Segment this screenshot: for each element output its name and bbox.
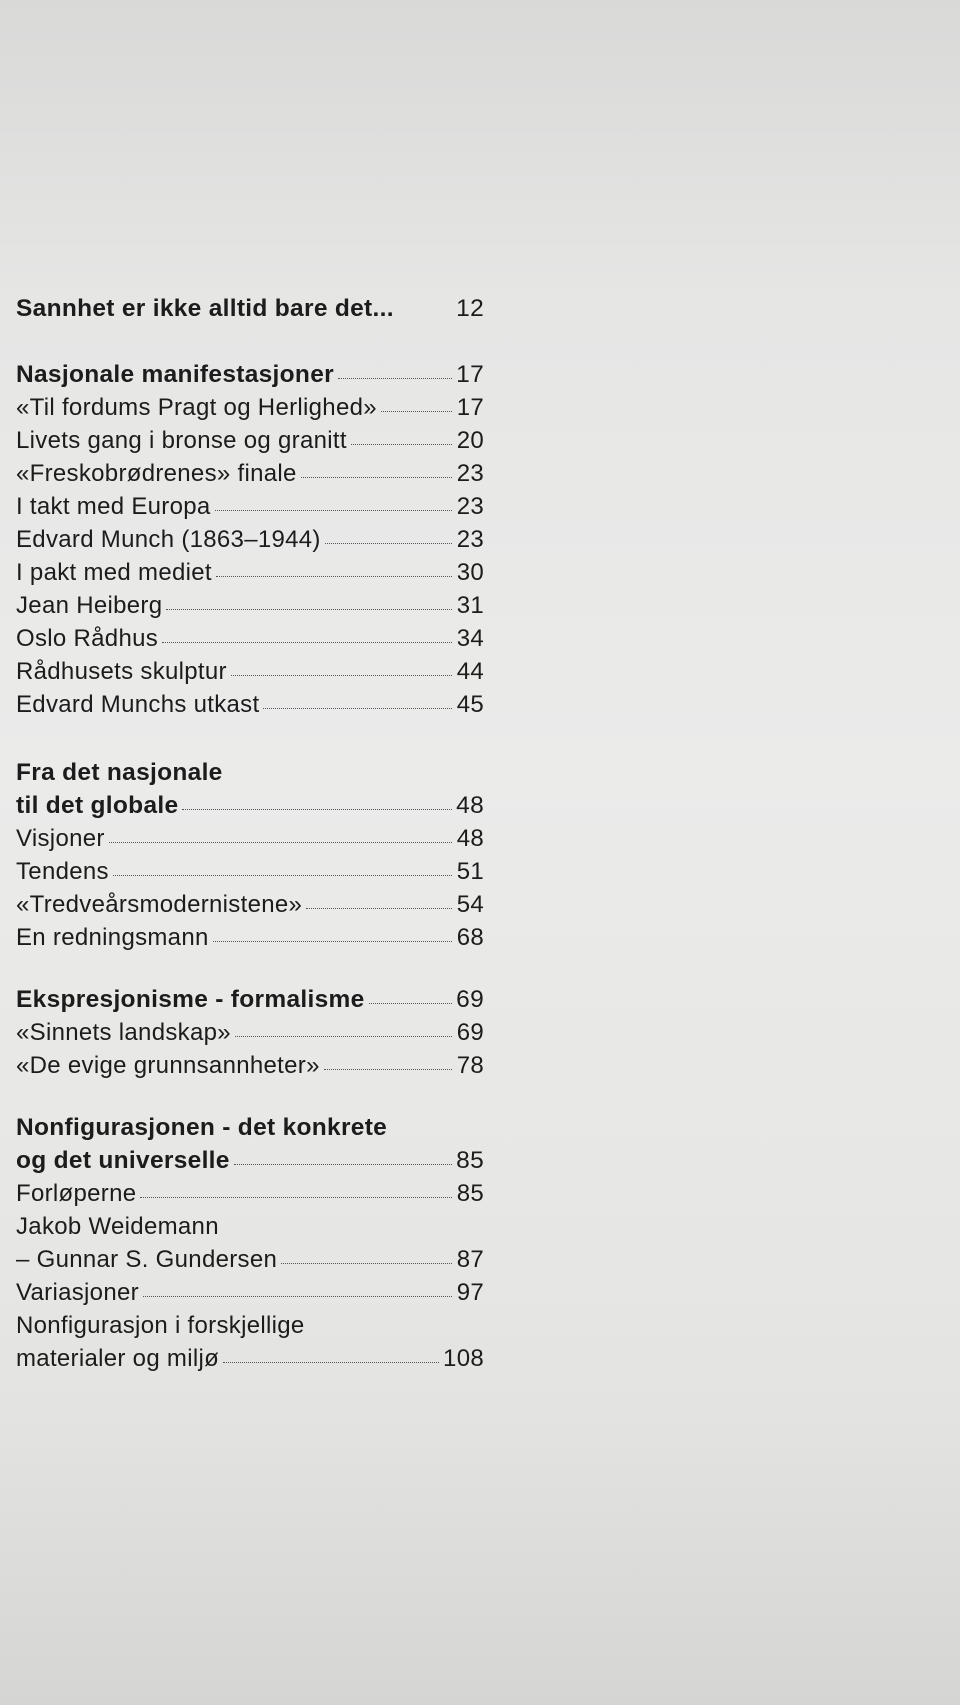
dot-leader: [182, 806, 452, 810]
page-number: 85: [456, 1147, 484, 1174]
toc-heading: og det universelle: [16, 1147, 230, 1174]
dot-leader: [234, 1161, 452, 1165]
page-number: 69: [456, 1019, 484, 1046]
page-number: 44: [456, 658, 484, 685]
page-number: 23: [456, 526, 484, 553]
toc-entry-title: Forløperne: [16, 1180, 137, 1207]
toc-entry: [16, 360, 484, 390]
dot-leader: [140, 1194, 452, 1198]
toc-entry: [16, 1051, 484, 1081]
page-number: 87: [456, 1246, 484, 1273]
dot-leader: [162, 639, 452, 643]
toc-entry: [16, 985, 484, 1015]
toc-entry: [16, 857, 484, 887]
toc-entry: [16, 1278, 484, 1308]
dot-leader: [215, 507, 452, 511]
dot-leader: [381, 408, 452, 412]
page-number: 108: [443, 1345, 484, 1372]
page-number: 69: [456, 986, 484, 1013]
dot-leader: [113, 872, 452, 876]
toc-entry: [16, 459, 484, 489]
page-number: 48: [456, 825, 484, 852]
toc-entry: [16, 1179, 484, 1209]
toc-entry-title: materialer og miljø: [16, 1345, 220, 1372]
page-number: 34: [456, 625, 484, 652]
toc-entry: [16, 690, 484, 720]
toc-entry: [16, 1344, 484, 1374]
page-number: 51: [456, 858, 484, 885]
page-number: 17: [456, 361, 484, 388]
toc-entry-title: «Tredveårsmodernistene»: [16, 891, 303, 918]
toc-entry: [16, 923, 484, 953]
page-number: 45: [456, 691, 484, 718]
toc-entry-title: Nonfigurasjon i forskjellige: [16, 1312, 305, 1339]
toc-entry: [16, 1311, 484, 1341]
page-number: 85: [456, 1180, 484, 1207]
toc-heading: Nonfigurasjonen - det konkrete: [16, 1114, 388, 1141]
toc-entry: [16, 890, 484, 920]
dot-leader: [213, 938, 452, 942]
toc-entry-title: Visjoner: [16, 825, 105, 852]
toc-entry: [16, 591, 484, 621]
dot-leader: [306, 905, 452, 909]
toc-entry-title: «De evige grunnsannheter»: [16, 1052, 320, 1079]
toc-entry: [16, 492, 484, 522]
page-number: 54: [456, 891, 484, 918]
toc-entry-title: Jean Heiberg: [16, 592, 163, 619]
dot-leader: [281, 1260, 452, 1264]
toc-entry: [16, 657, 484, 687]
dot-leader: [231, 672, 452, 676]
toc-entry-title: «Til fordums Pragt og Herlighed»: [16, 394, 377, 421]
toc-entry-title: Variasjoner: [16, 1279, 139, 1306]
page-number: 23: [456, 493, 484, 520]
dot-leader: [143, 1293, 452, 1297]
page-number: 17: [456, 394, 484, 421]
dot-leader: [301, 474, 452, 478]
toc-entry-title: Oslo Rådhus: [16, 625, 159, 652]
page-number: 48: [456, 792, 484, 819]
dot-leader: [223, 1359, 439, 1363]
toc-entry: [16, 393, 484, 423]
page-number: 68: [456, 924, 484, 951]
dot-leader: [325, 540, 452, 544]
page-shadow: [0, 1420, 960, 1705]
dot-leader: [216, 573, 452, 577]
dot-leader: [263, 705, 452, 709]
toc-entry: [16, 1018, 484, 1048]
dot-leader: [166, 606, 452, 610]
toc-entry-title: – Gunnar S. Gundersen: [16, 1246, 278, 1273]
toc-entry: [16, 758, 484, 788]
toc-entry: [16, 426, 484, 456]
dot-leader: [109, 839, 452, 843]
toc-heading: Fra det nasjonale: [16, 759, 223, 786]
toc-entry-title: Livets gang i bronse og granitt: [16, 427, 347, 454]
toc-entry-title: «Freskobrødrenes» finale: [16, 460, 297, 487]
toc-entry-title: «Sinnets landskap»: [16, 1019, 231, 1046]
toc-heading: til det globale: [16, 792, 179, 819]
page-number: 12: [456, 295, 484, 322]
page-number: 97: [456, 1279, 484, 1306]
dot-leader: [338, 375, 452, 379]
toc-entry: [16, 294, 484, 324]
dot-leader: [235, 1033, 452, 1037]
toc-entry: [16, 791, 484, 821]
toc-entry: [16, 525, 484, 555]
dot-leader: [369, 1000, 452, 1004]
toc-entry-title: Edvard Munch (1863–1944): [16, 526, 321, 553]
toc-entry-title: Jakob Weidemann: [16, 1213, 219, 1240]
page-number: 20: [456, 427, 484, 454]
dot-leader: [351, 441, 452, 445]
dot-leader: [324, 1066, 452, 1070]
toc-entry: [16, 1245, 484, 1275]
toc-entry: [16, 1113, 484, 1143]
page-number: 30: [456, 559, 484, 586]
toc-entry: [16, 1212, 484, 1242]
toc-entry-title: Tendens: [16, 858, 109, 885]
toc-heading: Ekspresjonisme - formalisme: [16, 986, 365, 1013]
toc-entry-title: En redningsmann: [16, 924, 209, 951]
page-number: 78: [456, 1052, 484, 1079]
toc-heading: Sannhet er ikke alltid bare det...: [16, 295, 394, 322]
toc-entry: [16, 824, 484, 854]
page-number: 31: [456, 592, 484, 619]
toc-entry: [16, 624, 484, 654]
toc-entry: [16, 1146, 484, 1176]
page-number: 23: [456, 460, 484, 487]
toc-entry: [16, 558, 484, 588]
toc-heading: Nasjonale manifestasjoner: [16, 361, 334, 388]
toc-entry-title: Rådhusets skulptur: [16, 658, 227, 685]
toc-entry-title: I takt med Europa: [16, 493, 211, 520]
toc-entry-title: Edvard Munchs utkast: [16, 691, 260, 718]
toc-entry-title: I pakt med mediet: [16, 559, 212, 586]
